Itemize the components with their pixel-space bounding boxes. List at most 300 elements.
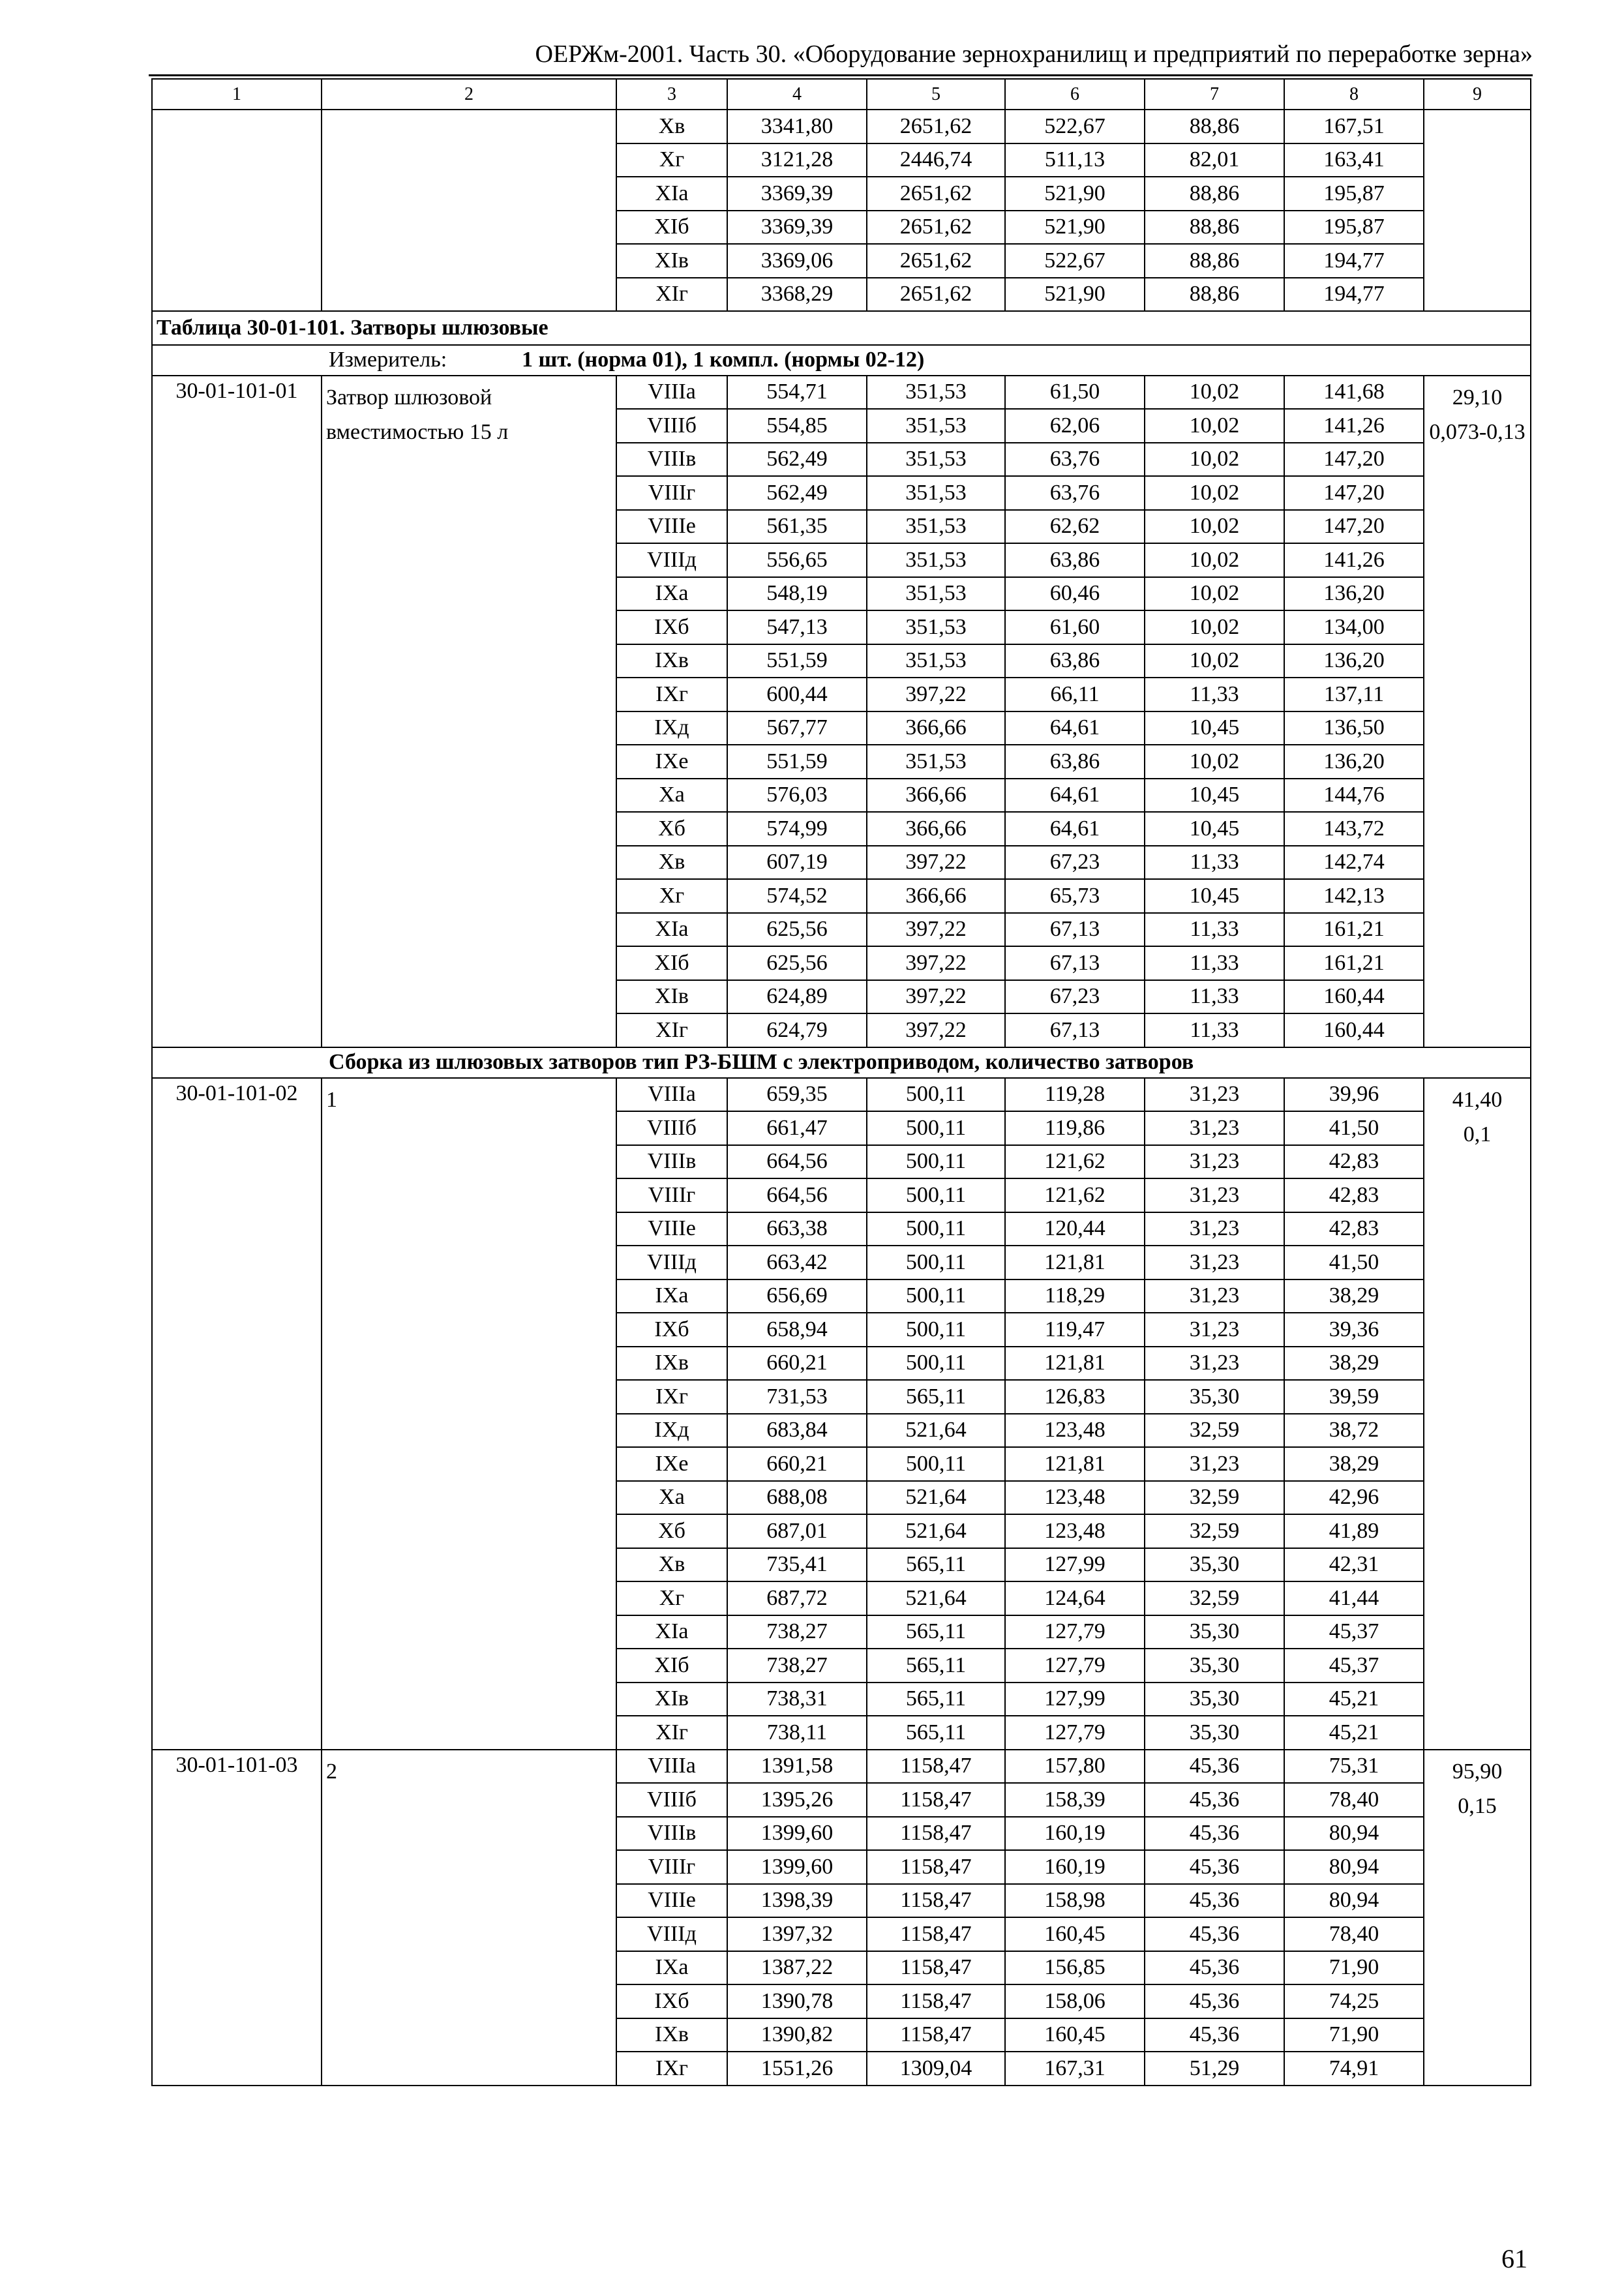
zone-cell: Ха	[616, 1481, 727, 1515]
value-cell: 66,11	[1005, 678, 1145, 711]
zone-cell: VIIIв	[616, 1145, 727, 1179]
subheading-row	[152, 1047, 1531, 1078]
zone-cell: IХб	[616, 1313, 727, 1347]
value-cell: 351,53	[867, 510, 1005, 544]
value-cell: 551,59	[727, 644, 867, 678]
value-cell: 500,11	[867, 1078, 1005, 1112]
zone-cell: Хг	[616, 879, 727, 913]
value-cell: 158,39	[1005, 1783, 1145, 1817]
value-cell: 127,79	[1005, 1716, 1145, 1750]
unit-row	[152, 345, 1531, 376]
value-cell: 121,62	[1005, 1145, 1145, 1179]
value-cell: 31,23	[1145, 1212, 1284, 1246]
value-cell: 1397,32	[727, 1917, 867, 1951]
value-cell: 45,36	[1145, 1750, 1284, 1784]
value-cell: 500,11	[867, 1111, 1005, 1145]
value-cell: 624,89	[727, 980, 867, 1014]
value-cell: 61,60	[1005, 610, 1145, 644]
zone-cell: IХе	[616, 745, 727, 779]
norm-name-line: вместимостью 15 л	[326, 419, 509, 444]
zone-cell: Хв	[616, 846, 727, 880]
table-row	[152, 110, 1531, 143]
value-cell: 11,33	[1145, 946, 1284, 980]
value-cell: 1158,47	[867, 1884, 1005, 1918]
value-cell: 67,13	[1005, 913, 1145, 947]
value-cell: 142,13	[1284, 879, 1424, 913]
zone-cell: VIIIб	[616, 409, 727, 443]
col9-line: 95,90	[1452, 1759, 1503, 1784]
value-cell: 63,86	[1005, 745, 1145, 779]
zone-cell: ХIб	[616, 946, 727, 980]
value-cell: 1158,47	[867, 1850, 1005, 1884]
value-cell: 500,11	[867, 1447, 1005, 1481]
value-cell: 562,49	[727, 476, 867, 510]
value-cell: 88,86	[1145, 110, 1284, 143]
page-header-title: ОЕРЖм-2001. Часть 30. «Оборудование зернохранилищ и предприятий по переработке зерна»	[535, 40, 1533, 68]
value-cell: 500,11	[867, 1313, 1005, 1347]
value-cell: 1158,47	[867, 1951, 1005, 1985]
value-cell: 127,99	[1005, 1683, 1145, 1716]
col9-cell	[1424, 376, 1531, 1047]
col9-cell	[1424, 110, 1531, 311]
value-cell: 31,23	[1145, 1246, 1284, 1279]
value-cell: 624,79	[727, 1013, 867, 1047]
value-cell: 64,61	[1005, 711, 1145, 745]
value-cell: 82,01	[1145, 143, 1284, 177]
value-cell: 522,67	[1005, 110, 1145, 143]
value-cell: 160,44	[1284, 980, 1424, 1014]
value-cell: 366,66	[867, 711, 1005, 745]
value-cell: 397,22	[867, 946, 1005, 980]
value-cell: 565,11	[867, 1716, 1005, 1750]
value-cell: 118,29	[1005, 1279, 1145, 1313]
zone-cell: ХIа	[616, 913, 727, 947]
value-cell: 123,48	[1005, 1414, 1145, 1448]
value-cell: 10,02	[1145, 510, 1284, 544]
value-cell: 35,30	[1145, 1683, 1284, 1716]
zone-cell: VIIIе	[616, 1884, 727, 1918]
zone-cell: VIIIе	[616, 1212, 727, 1246]
value-cell: 123,48	[1005, 1481, 1145, 1515]
value-cell: 521,64	[867, 1581, 1005, 1615]
value-cell: 39,96	[1284, 1078, 1424, 1112]
value-cell: 1399,60	[727, 1850, 867, 1884]
value-cell: 687,01	[727, 1514, 867, 1548]
value-cell: 3368,29	[727, 278, 867, 312]
value-cell: 80,94	[1284, 1817, 1424, 1851]
value-cell: 147,20	[1284, 510, 1424, 544]
value-cell: 41,89	[1284, 1514, 1424, 1548]
page-header	[149, 38, 1533, 70]
code-cell	[152, 110, 322, 311]
zone-cell: ХIг	[616, 1716, 727, 1750]
value-cell: 75,31	[1284, 1750, 1424, 1784]
value-cell: 63,76	[1005, 443, 1145, 477]
value-cell: 1390,78	[727, 1984, 867, 2018]
value-cell: 74,25	[1284, 1984, 1424, 2018]
value-cell: 500,11	[867, 1279, 1005, 1313]
value-cell: 60,46	[1005, 577, 1145, 611]
value-cell: 127,79	[1005, 1649, 1145, 1683]
value-cell: 35,30	[1145, 1716, 1284, 1750]
subheading: Сборка из шлюзовых затворов тип РЗ-БШМ с электроприводом, количество затворов	[152, 1047, 1531, 1078]
value-cell: 167,31	[1005, 2052, 1145, 2086]
zone-cell: Хг	[616, 143, 727, 177]
value-cell: 548,19	[727, 577, 867, 611]
section-title-row	[152, 311, 1531, 345]
value-cell: 35,30	[1145, 1380, 1284, 1414]
unit-value: 1 шт. (норма 01), 1 компл. (нормы 02-12)	[522, 348, 925, 372]
column-number: 7	[1145, 79, 1284, 110]
value-cell: 11,33	[1145, 980, 1284, 1014]
value-cell: 397,22	[867, 913, 1005, 947]
zone-cell: IХе	[616, 1447, 727, 1481]
value-cell: 121,62	[1005, 1178, 1145, 1212]
value-cell: 565,11	[867, 1649, 1005, 1683]
value-cell: 397,22	[867, 678, 1005, 711]
column-number: 1	[152, 79, 322, 110]
value-cell: 45,36	[1145, 1951, 1284, 1985]
value-cell: 688,08	[727, 1481, 867, 1515]
value-cell: 45,36	[1145, 1850, 1284, 1884]
column-number: 3	[616, 79, 727, 110]
value-cell: 661,47	[727, 1111, 867, 1145]
value-cell: 42,31	[1284, 1548, 1424, 1582]
value-cell: 731,53	[727, 1380, 867, 1414]
value-cell: 45,36	[1145, 1817, 1284, 1851]
value-cell: 35,30	[1145, 1548, 1284, 1582]
header-rule	[149, 74, 1533, 76]
value-cell: 2446,74	[867, 143, 1005, 177]
value-cell: 2651,62	[867, 110, 1005, 143]
column-number: 4	[727, 79, 867, 110]
value-cell: 41,50	[1284, 1111, 1424, 1145]
value-cell: 11,33	[1145, 1013, 1284, 1047]
zone-cell: IХг	[616, 1380, 727, 1414]
value-cell: 195,87	[1284, 177, 1424, 211]
value-cell: 351,53	[867, 376, 1005, 410]
value-cell: 67,23	[1005, 846, 1145, 880]
value-cell: 2651,62	[867, 177, 1005, 211]
col9-cell	[1424, 1078, 1531, 1750]
zone-cell: Хб	[616, 1514, 727, 1548]
unit-label: Измеритель:	[329, 348, 447, 372]
value-cell: 119,28	[1005, 1078, 1145, 1112]
value-cell: 511,13	[1005, 143, 1145, 177]
norm-code: 30-01-101-03	[152, 1750, 322, 2086]
value-cell: 161,21	[1284, 913, 1424, 947]
section-title: Таблица 30-01-101. Затворы шлюзовые	[152, 311, 1531, 345]
zone-cell: IХв	[616, 644, 727, 678]
value-cell: 351,53	[867, 443, 1005, 477]
value-cell: 38,29	[1284, 1447, 1424, 1481]
value-cell: 195,87	[1284, 211, 1424, 245]
value-cell: 574,99	[727, 812, 867, 846]
value-cell: 1158,47	[867, 1917, 1005, 1951]
name-cell	[322, 110, 616, 311]
zone-cell: IХд	[616, 711, 727, 745]
value-cell: 10,02	[1145, 577, 1284, 611]
col9-line: 0,15	[1458, 1793, 1497, 1818]
zone-cell: IХг	[616, 2052, 727, 2086]
value-cell: 143,72	[1284, 812, 1424, 846]
value-cell: 41,44	[1284, 1581, 1424, 1615]
zone-cell: VIIIв	[616, 443, 727, 477]
value-cell: 88,86	[1145, 244, 1284, 278]
column-number: 6	[1005, 79, 1145, 110]
value-cell: 136,20	[1284, 577, 1424, 611]
value-cell: 121,81	[1005, 1246, 1145, 1279]
value-cell: 64,61	[1005, 812, 1145, 846]
value-cell: 735,41	[727, 1548, 867, 1582]
value-cell: 660,21	[727, 1347, 867, 1381]
value-cell: 160,44	[1284, 1013, 1424, 1047]
value-cell: 10,02	[1145, 476, 1284, 510]
value-cell: 1390,82	[727, 2018, 867, 2052]
value-cell: 10,45	[1145, 711, 1284, 745]
value-cell: 366,66	[867, 879, 1005, 913]
value-cell: 137,11	[1284, 678, 1424, 711]
value-cell: 1158,47	[867, 2018, 1005, 2052]
value-cell: 62,62	[1005, 510, 1145, 544]
value-cell: 660,21	[727, 1447, 867, 1481]
zone-cell: VIIIб	[616, 1783, 727, 1817]
value-cell: 127,79	[1005, 1615, 1145, 1649]
value-cell: 521,64	[867, 1514, 1005, 1548]
value-cell: 35,30	[1145, 1649, 1284, 1683]
value-cell: 738,31	[727, 1683, 867, 1716]
value-cell: 32,59	[1145, 1514, 1284, 1548]
zone-cell: IХд	[616, 1414, 727, 1448]
value-cell: 500,11	[867, 1145, 1005, 1179]
zone-cell: IХа	[616, 1951, 727, 1985]
zone-cell: IХв	[616, 2018, 727, 2052]
zone-cell: VIIIа	[616, 1750, 727, 1784]
value-cell: 11,33	[1145, 913, 1284, 947]
value-cell: 147,20	[1284, 443, 1424, 477]
value-cell: 565,11	[867, 1548, 1005, 1582]
value-cell: 2651,62	[867, 211, 1005, 245]
col9-line: 29,10	[1452, 385, 1503, 410]
value-cell: 38,72	[1284, 1414, 1424, 1448]
value-cell: 62,06	[1005, 409, 1145, 443]
value-cell: 663,42	[727, 1246, 867, 1279]
value-cell: 141,68	[1284, 376, 1424, 410]
zone-cell: IХб	[616, 1984, 727, 2018]
value-cell: 157,80	[1005, 1750, 1145, 1784]
value-cell: 1398,39	[727, 1884, 867, 1918]
value-cell: 565,11	[867, 1683, 1005, 1716]
value-cell: 45,36	[1145, 1783, 1284, 1817]
table-row	[152, 1078, 1531, 1112]
zone-cell: ХIв	[616, 980, 727, 1014]
value-cell: 683,84	[727, 1414, 867, 1448]
value-cell: 500,11	[867, 1178, 1005, 1212]
zone-cell: VIIIб	[616, 1111, 727, 1145]
value-cell: 88,86	[1145, 278, 1284, 312]
value-cell: 134,00	[1284, 610, 1424, 644]
value-cell: 63,86	[1005, 644, 1145, 678]
norm-name	[322, 1750, 616, 2086]
value-cell: 351,53	[867, 476, 1005, 510]
zone-cell: ХIг	[616, 278, 727, 312]
zone-cell: IХв	[616, 1347, 727, 1381]
value-cell: 562,49	[727, 443, 867, 477]
norm-name-line: Затвор шлюзовой	[326, 385, 492, 410]
value-cell: 142,74	[1284, 846, 1424, 880]
zone-cell: VIIIд	[616, 1246, 727, 1279]
value-cell: 738,27	[727, 1649, 867, 1683]
value-cell: 31,23	[1145, 1178, 1284, 1212]
value-cell: 67,13	[1005, 946, 1145, 980]
value-cell: 687,72	[727, 1581, 867, 1615]
value-cell: 521,90	[1005, 278, 1145, 312]
column-number: 5	[867, 79, 1005, 110]
rates-table	[151, 78, 1531, 2086]
zone-cell: Хг	[616, 1581, 727, 1615]
value-cell: 607,19	[727, 846, 867, 880]
value-cell: 74,91	[1284, 2052, 1424, 2086]
zone-cell: VIIIд	[616, 1917, 727, 1951]
value-cell: 397,22	[867, 846, 1005, 880]
page-number: 61	[1501, 2244, 1527, 2273]
value-cell: 45,36	[1145, 1984, 1284, 2018]
value-cell: 565,11	[867, 1615, 1005, 1649]
value-cell: 38,29	[1284, 1279, 1424, 1313]
value-cell: 42,83	[1284, 1145, 1424, 1179]
value-cell: 1158,47	[867, 1783, 1005, 1817]
value-cell: 42,96	[1284, 1481, 1424, 1515]
value-cell: 663,38	[727, 1212, 867, 1246]
value-cell: 31,23	[1145, 1347, 1284, 1381]
value-cell: 31,23	[1145, 1313, 1284, 1347]
value-cell: 521,90	[1005, 177, 1145, 211]
value-cell: 500,11	[867, 1246, 1005, 1279]
zone-cell: ХIг	[616, 1013, 727, 1047]
norm-name	[322, 1078, 616, 1750]
zone-cell: VIIIа	[616, 376, 727, 410]
value-cell: 1158,47	[867, 1817, 1005, 1851]
norm-code: 30-01-101-02	[152, 1078, 322, 1750]
value-cell: 3369,39	[727, 211, 867, 245]
value-cell: 351,53	[867, 409, 1005, 443]
value-cell: 119,86	[1005, 1111, 1145, 1145]
value-cell: 161,21	[1284, 946, 1424, 980]
value-cell: 1395,26	[727, 1783, 867, 1817]
zone-cell: VIIIд	[616, 543, 727, 577]
zone-cell: ХIв	[616, 244, 727, 278]
value-cell: 31,23	[1145, 1111, 1284, 1145]
value-cell: 141,26	[1284, 543, 1424, 577]
value-cell: 576,03	[727, 779, 867, 813]
zone-cell: ХIа	[616, 1615, 727, 1649]
value-cell: 625,56	[727, 913, 867, 947]
zone-cell: IХб	[616, 610, 727, 644]
value-cell: 1158,47	[867, 1750, 1005, 1784]
value-cell: 35,30	[1145, 1615, 1284, 1649]
value-cell: 31,23	[1145, 1447, 1284, 1481]
value-cell: 397,22	[867, 980, 1005, 1014]
value-cell: 1399,60	[727, 1817, 867, 1851]
zone-cell: ХIб	[616, 211, 727, 245]
value-cell: 160,45	[1005, 1917, 1145, 1951]
zone-cell: VIIIг	[616, 1850, 727, 1884]
value-cell: 1158,47	[867, 1984, 1005, 2018]
value-cell: 31,23	[1145, 1078, 1284, 1112]
table-row	[152, 376, 1531, 410]
value-cell: 547,13	[727, 610, 867, 644]
zone-cell: VIIIг	[616, 476, 727, 510]
value-cell: 45,36	[1145, 1917, 1284, 1951]
value-cell: 80,94	[1284, 1850, 1424, 1884]
value-cell: 158,06	[1005, 1984, 1145, 2018]
value-cell: 366,66	[867, 779, 1005, 813]
value-cell: 45,21	[1284, 1683, 1424, 1716]
value-cell: 32,59	[1145, 1414, 1284, 1448]
value-cell: 136,20	[1284, 644, 1424, 678]
value-cell: 656,69	[727, 1279, 867, 1313]
value-cell: 32,59	[1145, 1481, 1284, 1515]
value-cell: 659,35	[727, 1078, 867, 1112]
value-cell: 123,48	[1005, 1514, 1145, 1548]
col9-line: 0,073-0,13	[1429, 419, 1526, 444]
value-cell: 78,40	[1284, 1783, 1424, 1817]
value-cell: 88,86	[1145, 177, 1284, 211]
value-cell: 500,11	[867, 1212, 1005, 1246]
value-cell: 31,23	[1145, 1145, 1284, 1179]
value-cell: 136,50	[1284, 711, 1424, 745]
value-cell: 567,77	[727, 711, 867, 745]
value-cell: 11,33	[1145, 678, 1284, 711]
value-cell: 160,19	[1005, 1817, 1145, 1851]
value-cell: 2651,62	[867, 278, 1005, 312]
zone-cell: IХг	[616, 678, 727, 711]
zone-cell: IХа	[616, 1279, 727, 1313]
unit-cell	[152, 345, 1531, 376]
norm-code: 30-01-101-01	[152, 376, 322, 1047]
value-cell: 144,76	[1284, 779, 1424, 813]
value-cell: 625,56	[727, 946, 867, 980]
value-cell: 41,50	[1284, 1246, 1424, 1279]
zone-cell: VIIIе	[616, 510, 727, 544]
value-cell: 39,36	[1284, 1313, 1424, 1347]
value-cell: 3369,39	[727, 177, 867, 211]
value-cell: 10,02	[1145, 610, 1284, 644]
value-cell: 38,29	[1284, 1347, 1424, 1381]
value-cell: 10,45	[1145, 779, 1284, 813]
value-cell: 45,37	[1284, 1615, 1424, 1649]
column-number: 8	[1284, 79, 1424, 110]
value-cell: 1391,58	[727, 1750, 867, 1784]
value-cell: 65,73	[1005, 879, 1145, 913]
zone-cell: IХа	[616, 577, 727, 611]
value-cell: 42,83	[1284, 1178, 1424, 1212]
value-cell: 124,64	[1005, 1581, 1145, 1615]
zone-cell: Хб	[616, 812, 727, 846]
value-cell: 10,45	[1145, 812, 1284, 846]
value-cell: 71,90	[1284, 2018, 1424, 2052]
col9-line: 0,1	[1463, 1122, 1492, 1146]
value-cell: 158,98	[1005, 1884, 1145, 1918]
value-cell: 45,36	[1145, 1884, 1284, 1918]
value-cell: 80,94	[1284, 1884, 1424, 1918]
norm-name-line: 1	[326, 1087, 337, 1112]
value-cell: 1551,26	[727, 2052, 867, 2086]
table-row	[152, 1750, 1531, 1784]
value-cell: 556,65	[727, 543, 867, 577]
value-cell: 10,02	[1145, 644, 1284, 678]
value-cell: 39,59	[1284, 1380, 1424, 1414]
